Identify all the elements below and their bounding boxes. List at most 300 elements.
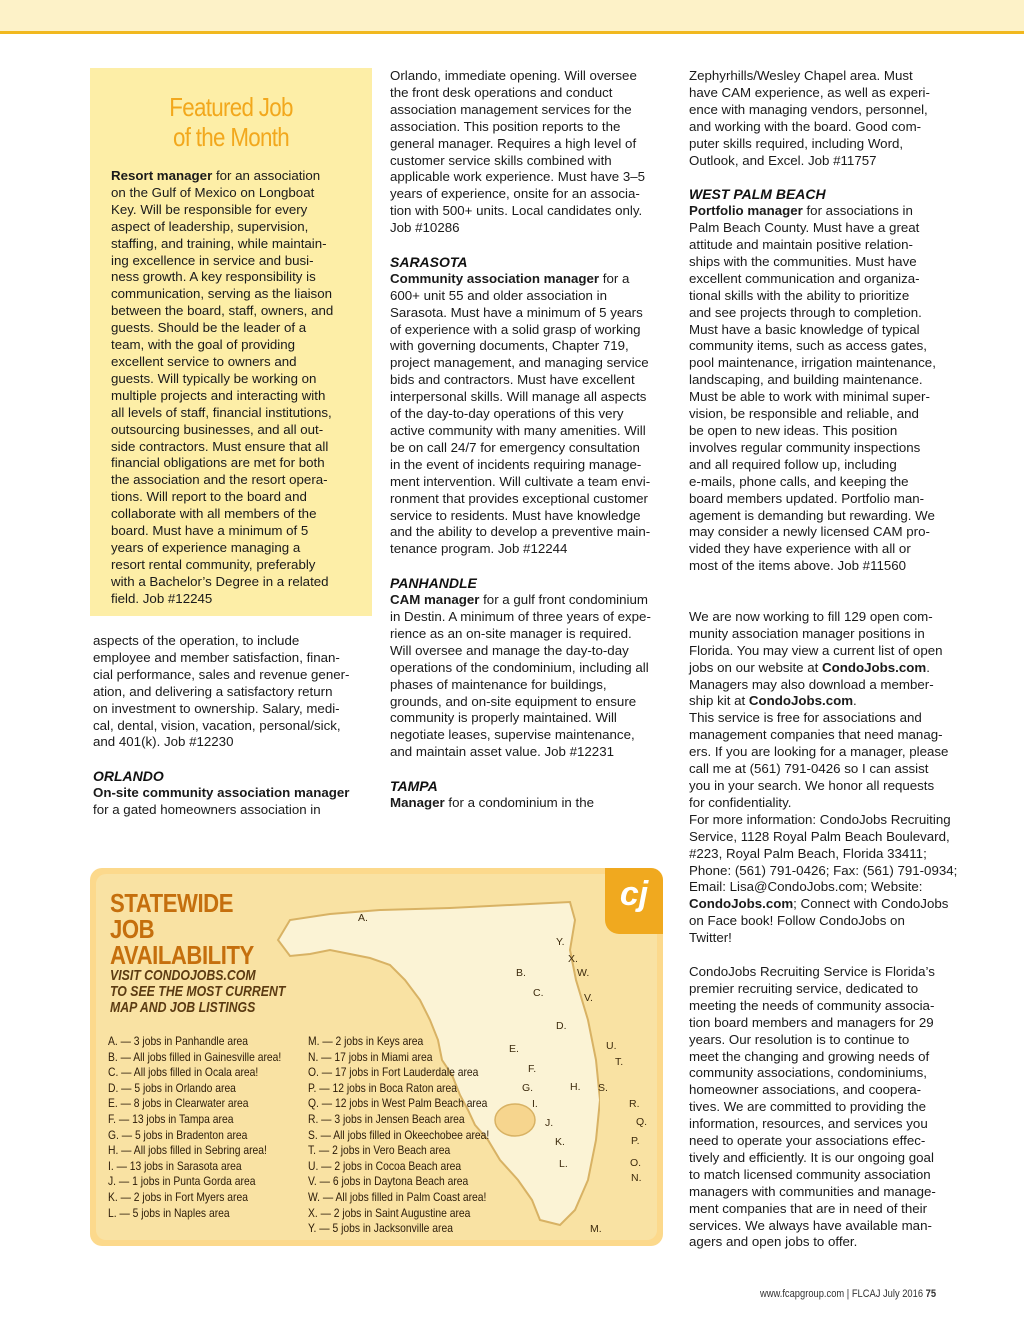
line-text: community items, such as access gates, xyxy=(689,338,927,354)
text-line xyxy=(390,153,672,170)
text-line xyxy=(689,1116,971,1133)
line-text: phases of maintenance for buildings, xyxy=(390,676,607,692)
footer-page-number: 75 xyxy=(925,1288,937,1300)
line-text: homeowner associations, and coopera- xyxy=(689,1082,922,1098)
line-text: service to residents. Must have knowledge xyxy=(390,507,641,523)
line-text: with governing documents, Chapter 719, xyxy=(390,338,629,354)
legend-item: D. — 5 jobs in Orlando area xyxy=(108,1080,236,1095)
line-text: ship kit at xyxy=(689,693,749,709)
line-text: general manager. Requires a high level of xyxy=(390,135,637,151)
legend-item: H. — All jobs filled in Sebring area! xyxy=(108,1143,267,1158)
map-legend-left xyxy=(108,1034,281,1221)
featured-title-line-2: of the Month xyxy=(172,122,290,152)
text-line xyxy=(111,540,361,557)
line-text: Palm Beach County. Must have a great xyxy=(689,220,920,236)
legend-item: N. — 17 jobs in Miami area xyxy=(308,1049,433,1064)
line-text: tives. We are committed to providing the xyxy=(689,1099,926,1115)
text-line xyxy=(689,203,971,220)
text-line xyxy=(390,609,672,626)
text-line xyxy=(111,489,361,506)
text-line xyxy=(111,472,361,489)
text-line xyxy=(390,643,672,660)
line-text: 600+ unit 55 and older association in xyxy=(390,287,607,303)
legend-item: U. — 2 jobs in Cocoa Beach area xyxy=(308,1158,462,1173)
text-line xyxy=(111,439,361,456)
text-line xyxy=(689,1065,971,1082)
text-line xyxy=(111,523,361,540)
text-line xyxy=(111,320,361,337)
pin-l: L. xyxy=(559,1158,568,1170)
bold-text: Portfolio manager xyxy=(689,203,803,219)
text-line xyxy=(689,254,971,271)
line-text: jobs on our website at xyxy=(689,659,823,675)
line-text: excellent service to owners and xyxy=(111,353,297,369)
pin-f: F. xyxy=(528,1063,537,1075)
text-line xyxy=(689,592,971,609)
line-text: meeting the needs of community associa- xyxy=(689,997,935,1013)
text-line xyxy=(111,202,361,219)
line-text: tenance program. Job #12244 xyxy=(390,541,568,557)
text-line xyxy=(93,718,373,735)
text-line xyxy=(689,1032,971,1049)
line-text: community associations, condominiums, xyxy=(689,1065,927,1081)
text-line xyxy=(390,288,672,305)
line-text: Will oversee and manage the day-to-day xyxy=(390,642,629,658)
pin-c: C. xyxy=(533,987,544,999)
text-line xyxy=(689,626,971,643)
text-line xyxy=(689,1133,971,1150)
legend-item: J. — 1 jobs in Punta Gorda area xyxy=(108,1174,256,1189)
line-text: interpersonal skills. Will manage all aspects xyxy=(390,389,647,405)
text-line xyxy=(390,795,672,812)
line-text: board members updated. Portfolio man- xyxy=(689,490,925,506)
pin-v: V. xyxy=(584,992,593,1004)
text-line xyxy=(390,524,672,541)
text-line xyxy=(111,371,361,388)
pin-w: W. xyxy=(577,967,590,979)
bold-text: Community association manager xyxy=(390,270,600,286)
line-text: ment intervention. Will cultivate a team envi- xyxy=(390,473,651,489)
text-line xyxy=(93,785,373,802)
text-line xyxy=(689,1184,971,1201)
line-text: have CAM experience, as well as experi- xyxy=(689,84,930,100)
statewide-job-map-panel xyxy=(90,868,663,1246)
line-text: for a gulf front condominium xyxy=(479,592,648,608)
text-line xyxy=(689,1015,971,1032)
text-line xyxy=(93,667,373,684)
line-text: Twitter! xyxy=(689,930,732,946)
text-line xyxy=(111,236,361,253)
text-line xyxy=(689,338,971,355)
line-text: Orlando, immediate opening. Will oversee xyxy=(390,68,637,83)
text-line xyxy=(689,372,971,389)
pin-g: G. xyxy=(522,1082,534,1094)
text-line xyxy=(689,169,971,186)
line-text: Sarasota. Must have a minimum of 5 years xyxy=(390,304,643,320)
text-line xyxy=(390,355,672,372)
featured-job-box xyxy=(90,68,372,616)
text-line xyxy=(689,727,971,744)
line-text: multiple projects and interacting with xyxy=(111,387,326,403)
line-text: vision, be responsible and reliable, and xyxy=(689,406,919,422)
page-footer xyxy=(760,1286,936,1303)
text-line xyxy=(390,186,672,203)
line-text: team, with the goal of providing xyxy=(111,337,296,353)
bold-text: CondoJobs.com xyxy=(689,896,794,912)
text-line xyxy=(689,423,971,440)
line-text: munity association manager positions in xyxy=(689,625,925,641)
line-text: landscaping, and building maintenance. xyxy=(689,372,923,388)
featured-job-body xyxy=(111,168,361,608)
column-2-text xyxy=(390,68,672,812)
line-text: Email: Lisa@CondoJobs.com; Website: xyxy=(689,879,923,895)
line-text: ence with managing vendors, personnel, xyxy=(689,101,928,117)
line-text: call me at (561) 791-0426 so I can assist xyxy=(689,761,929,777)
column-1-text xyxy=(93,633,373,819)
legend-item: Y. — 5 jobs in Jacksonville area xyxy=(308,1221,453,1236)
legend-item: F. — 13 jobs in Tampa area xyxy=(108,1111,234,1126)
line-text: of the day-to-day operations of this very xyxy=(390,406,624,422)
section-heading: PANHANDLE xyxy=(390,575,477,592)
line-text: Key. Will be responsible for every xyxy=(111,201,308,217)
bold-text: On-site community association manager xyxy=(93,785,350,801)
line-text: management companies that need manag- xyxy=(689,727,943,743)
column-3-text xyxy=(689,68,971,1251)
legend-item: I. — 13 jobs in Sarasota area xyxy=(108,1158,242,1173)
footer-date: July 2016 xyxy=(883,1288,924,1300)
text-line xyxy=(689,1201,971,1218)
line-text: meet the changing and growing needs of xyxy=(689,1048,930,1064)
line-text: employee and member satisfaction, finan- xyxy=(93,649,340,665)
text-line xyxy=(689,389,971,406)
line-text: staffing, and training, while maintain- xyxy=(111,235,327,251)
pin-b: B. xyxy=(516,967,526,979)
legend-item: P. — 12 jobs in Boca Raton area xyxy=(308,1080,457,1095)
text-line xyxy=(689,1234,971,1251)
text-line xyxy=(689,660,971,677)
section-heading: SARASOTA xyxy=(390,253,468,270)
text-line xyxy=(689,136,971,153)
text-line xyxy=(689,998,971,1015)
text-line xyxy=(111,253,361,270)
text-line xyxy=(390,338,672,355)
line-text: pool maintenance, irrigation maintenance, xyxy=(689,355,936,371)
text-line xyxy=(689,406,971,423)
map-title-line-1: STATEWIDE xyxy=(110,888,234,918)
line-text: . xyxy=(926,659,930,675)
line-text: be open to new ideas. This position xyxy=(689,423,898,439)
bold-text: Manager xyxy=(390,794,445,810)
line-text: tions. Will report to the board and xyxy=(111,489,307,505)
text-line xyxy=(390,68,672,85)
text-line xyxy=(689,1150,971,1167)
section-heading: WEST PALM BEACH xyxy=(689,186,826,203)
line-text: communication, serving as the liaison xyxy=(111,286,332,302)
line-text: aspect of leadership, supervision, xyxy=(111,218,309,234)
text-line xyxy=(390,322,672,339)
text-line xyxy=(390,457,672,474)
line-text: ness growth. A key responsibility is xyxy=(111,269,316,285)
line-text: most of the items above. Job #11560 xyxy=(689,558,907,574)
line-text: Zephyrhills/Wesley Chapel area. Must xyxy=(689,68,913,83)
line-text: the front desk operations and conduct xyxy=(390,84,613,100)
bold-text: CondoJobs.com xyxy=(822,659,927,675)
text-line xyxy=(689,153,971,170)
line-text: may consider a newly licensed CAM pro- xyxy=(689,524,930,540)
text-line xyxy=(111,337,361,354)
text-line xyxy=(111,557,361,574)
legend-item: L. — 5 jobs in Naples area xyxy=(108,1205,230,1220)
text-line xyxy=(689,744,971,761)
line-text: Managers may also download a member- xyxy=(689,676,934,692)
pin-p: P. xyxy=(631,1135,640,1147)
condojobs-logo-text: cj xyxy=(619,875,649,913)
line-text: for associations in xyxy=(802,203,913,219)
line-text: field. Job #12245 xyxy=(111,590,213,606)
text-line xyxy=(689,440,971,457)
line-text: ment companies that are in need of their xyxy=(689,1200,928,1216)
text-line xyxy=(390,508,672,525)
text-line xyxy=(93,684,373,701)
line-text: puter skills required, including Word, xyxy=(689,135,904,151)
pin-k: K. xyxy=(555,1136,565,1148)
line-text: and all required follow up, including xyxy=(689,456,897,472)
text-line xyxy=(689,237,971,254)
line-text: grounds, and on-site equipment to ensure xyxy=(390,693,637,709)
line-text: Job #10286 xyxy=(390,220,460,236)
line-text: active community with many amenities. Will xyxy=(390,423,646,439)
legend-item: G. — 5 jobs in Bradenton area xyxy=(108,1127,248,1142)
line-text: Phone: (561) 791-0426; Fax: (561) 791-0934; xyxy=(689,862,958,878)
text-line xyxy=(689,981,971,998)
map-sub-line-3: MAP AND JOB LISTINGS xyxy=(110,999,256,1016)
legend-item: T. — 2 jobs in Vero Beach area xyxy=(308,1143,451,1158)
text-line xyxy=(689,863,971,880)
line-text: collaborate with all members of the xyxy=(111,506,317,522)
pin-x: X. xyxy=(568,953,578,965)
text-line xyxy=(689,1099,971,1116)
line-text: years. Our resolution is to continue to xyxy=(689,1031,910,1047)
line-text: #223, Royal Palm Beach, Florida 33411; xyxy=(689,845,927,861)
line-text: outsourcing businesses, and all out- xyxy=(111,421,324,437)
legend-item: C. — All jobs filled in Ocala area! xyxy=(108,1065,259,1080)
line-text: ing excellence in service and busi- xyxy=(111,252,314,268)
line-text: be on call 24/7 for emergency consultation xyxy=(390,439,640,455)
text-line xyxy=(111,455,361,472)
line-text: the association and the resort opera- xyxy=(111,472,328,488)
pin-j: J. xyxy=(545,1117,554,1129)
top-header-band xyxy=(0,0,1024,34)
line-text: bids and contractors. Must have excellent xyxy=(390,372,635,388)
text-line xyxy=(689,778,971,795)
text-line xyxy=(689,795,971,812)
text-line xyxy=(93,734,373,751)
line-text: years of experience, onsite for an associa- xyxy=(390,186,640,202)
map-sub-line-1: VISIT CONDOJOBS.COM xyxy=(110,967,256,984)
text-line xyxy=(111,303,361,320)
text-line xyxy=(111,269,361,286)
map-sub-line-2: TO SEE THE MOST CURRENT xyxy=(110,983,286,1000)
pin-q: Q. xyxy=(636,1116,648,1128)
text-line xyxy=(689,491,971,508)
text-line xyxy=(390,474,672,491)
pin-m: M. xyxy=(590,1223,602,1235)
text-line xyxy=(689,896,971,913)
featured-title-line-1: Featured Job xyxy=(169,92,293,122)
line-text: Service, 1128 Royal Palm Beach Boulevard, xyxy=(689,828,950,844)
text-line xyxy=(689,947,971,964)
pin-r: R. xyxy=(629,1098,640,1110)
line-text: financial obligations are met for both xyxy=(111,455,325,471)
text-line xyxy=(390,710,672,727)
pin-t: T. xyxy=(615,1056,624,1068)
text-line xyxy=(390,727,672,744)
text-line xyxy=(689,508,971,525)
pin-d: D. xyxy=(556,1020,567,1032)
line-text: in Destin. A minimum of three years of expe- xyxy=(390,608,651,624)
line-text: for a condominium in the xyxy=(444,794,594,810)
legend-item: V. — 6 jobs in Daytona Beach area xyxy=(308,1174,469,1189)
text-line xyxy=(111,574,361,591)
text-line xyxy=(689,305,971,322)
line-text: for a gated homeowners association in xyxy=(93,802,321,818)
text-line xyxy=(689,879,971,896)
line-text: vided they have experience with all or xyxy=(689,541,911,557)
text-line xyxy=(689,322,971,339)
line-text: years of experience managing a xyxy=(111,539,301,555)
legend-item: Q. — 12 jobs in West Palm Beach area xyxy=(308,1096,488,1111)
text-line xyxy=(93,633,373,650)
line-text: Outlook, and Excel. Job #11757 xyxy=(689,152,877,168)
legend-item: M. — 2 jobs in Keys area xyxy=(308,1034,424,1048)
text-line xyxy=(93,802,373,819)
text-line xyxy=(111,354,361,371)
text-line xyxy=(689,474,971,491)
line-text: to match licensed community association xyxy=(689,1166,931,1182)
footer-website: www.fcapgroup.com xyxy=(760,1288,845,1300)
text-line xyxy=(689,761,971,778)
text-line xyxy=(689,1167,971,1184)
text-line xyxy=(689,846,971,863)
text-line xyxy=(390,694,672,711)
line-text: on investment to ownership. Salary, medi- xyxy=(93,700,340,716)
text-line xyxy=(111,422,361,439)
text-line xyxy=(689,119,971,136)
line-text: Florida. You may view a current list of open xyxy=(689,642,943,658)
pin-u: U. xyxy=(606,1040,617,1052)
text-line xyxy=(111,286,361,303)
legend-item: O. — 17 jobs in Fort Lauderdale area xyxy=(308,1065,479,1080)
line-text: guests. Will typically be working on xyxy=(111,370,317,386)
text-line xyxy=(689,710,971,727)
text-line xyxy=(689,524,971,541)
pin-s: S. xyxy=(598,1082,608,1094)
text-line xyxy=(390,305,672,322)
text-line xyxy=(689,85,971,102)
text-line xyxy=(689,288,971,305)
text-line xyxy=(111,388,361,405)
text-line xyxy=(390,677,672,694)
line-text: on the Gulf of Mexico on Longboat xyxy=(111,184,315,200)
line-text: you in your search. We honor all requests xyxy=(689,778,935,794)
line-text: tional skills with the ability to prioritize xyxy=(689,287,910,303)
text-line xyxy=(390,237,672,254)
condojobs-logo-badge xyxy=(605,868,663,934)
legend-item: S. — All jobs filled in Okeechobee area! xyxy=(308,1127,490,1142)
line-text: community is properly maintained. Will xyxy=(390,710,617,726)
text-line xyxy=(390,85,672,102)
text-line xyxy=(390,389,672,406)
text-line xyxy=(689,102,971,119)
map-title xyxy=(110,890,254,968)
text-line xyxy=(111,506,361,523)
featured-job-title xyxy=(110,92,353,152)
text-line xyxy=(390,761,672,778)
line-text: involves regular community inspections xyxy=(689,439,921,455)
text-line xyxy=(689,643,971,660)
line-text: services. We always have available man- xyxy=(689,1217,932,1233)
legend-item: B. — All jobs filled in Gainesville area! xyxy=(108,1049,282,1064)
line-text: of experience with a solid grasp of working xyxy=(390,321,641,337)
line-text: We are now working to fill 129 open com- xyxy=(689,608,933,624)
line-text: premier recruiting service, dedicated to xyxy=(689,980,919,996)
map-legend-right xyxy=(308,1034,489,1237)
line-text: ronment that provides exceptional customer xyxy=(390,490,648,506)
line-text: board. Must have a minimum of 5 xyxy=(111,523,309,539)
pin-h: H. xyxy=(570,1081,581,1093)
line-text: tion board members and managers for 29 xyxy=(689,1014,934,1030)
bold-text: CondoJobs.com xyxy=(748,693,854,709)
line-text: resort rental community, preferably xyxy=(111,556,316,572)
legend-item: X. — 2 jobs in Saint Augustine area xyxy=(308,1205,471,1220)
legend-item: K. — 2 jobs in Fort Myers area xyxy=(108,1189,248,1204)
line-text: This service is free for associations and xyxy=(689,710,922,726)
line-text: and maintain asset value. Job #12231 xyxy=(390,744,614,760)
text-line xyxy=(390,440,672,457)
text-line xyxy=(689,541,971,558)
text-line xyxy=(93,751,373,768)
line-text: tion with 500+ units. Local candidates only. xyxy=(390,203,643,219)
line-text: CondoJobs Recruiting Service is Florida’s xyxy=(689,963,935,979)
text-line xyxy=(93,701,373,718)
pin-i: I. xyxy=(532,1098,538,1110)
text-line xyxy=(689,1218,971,1235)
text-line xyxy=(390,626,672,643)
line-text: managers with communities and manage- xyxy=(689,1183,936,1199)
text-line xyxy=(689,812,971,829)
line-text: agement is demanding but rewarding. We xyxy=(689,507,935,523)
legend-item: R. — 3 jobs in Jensen Beach area xyxy=(308,1111,465,1126)
line-text: negotiate leases, supervise maintenance, xyxy=(390,727,635,743)
text-line xyxy=(689,693,971,710)
bold-text: Resort manager xyxy=(111,168,213,183)
line-text: ers. If you are looking for a manager, please xyxy=(689,744,949,760)
footer-magazine: FLCAJ xyxy=(851,1288,881,1300)
line-text: cal, dental, vision, vacation, personal/sick, xyxy=(93,717,341,733)
line-text: tively and efficiently. It is our ongoing goal xyxy=(689,1149,934,1165)
line-text: Must be able to work with minimal super- xyxy=(689,389,930,405)
pin-a: A. xyxy=(358,912,368,924)
text-line xyxy=(689,558,971,575)
line-text: and see projects through to completion. xyxy=(689,304,922,320)
legend-item: A. — 3 jobs in Panhandle area xyxy=(108,1034,248,1048)
text-line xyxy=(689,930,971,947)
line-text: ; Connect with CondoJobs xyxy=(793,896,949,912)
text-line xyxy=(390,220,672,237)
text-line xyxy=(111,219,361,236)
text-line xyxy=(390,102,672,119)
text-line xyxy=(689,1049,971,1066)
